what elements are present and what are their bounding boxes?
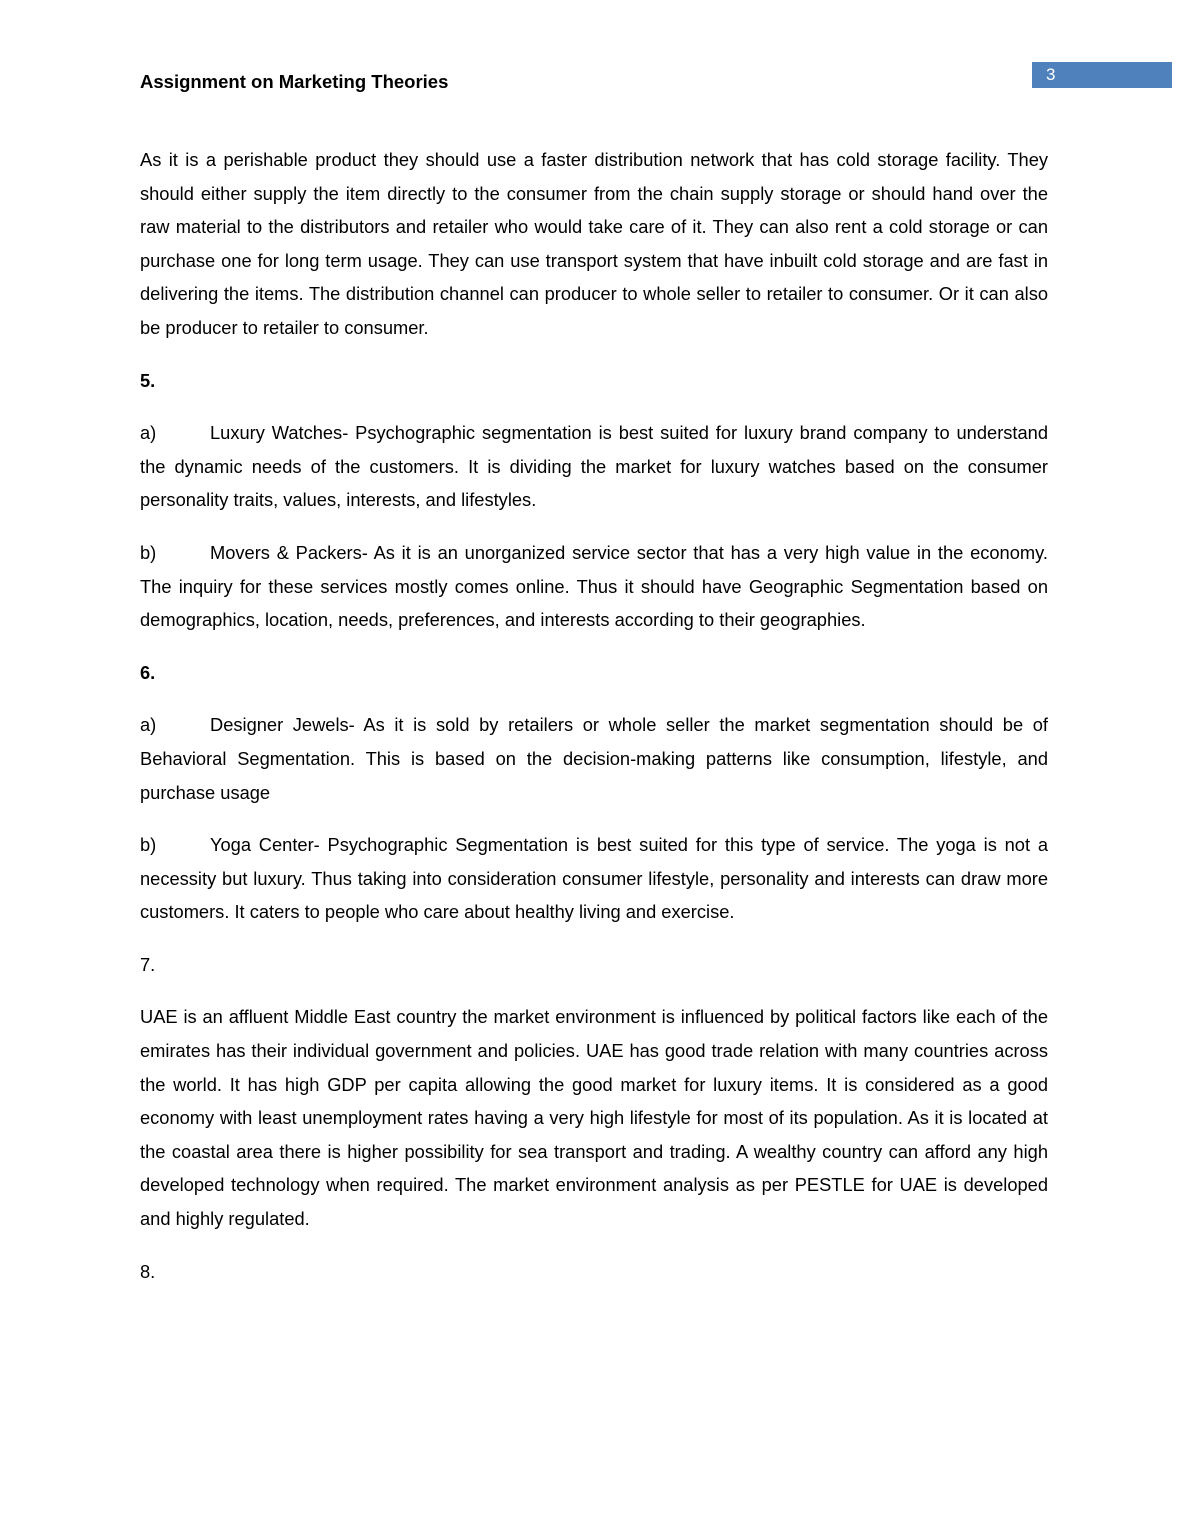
- question-5b-paragraph: [140, 536, 1048, 637]
- question-5a-paragraph: [140, 416, 1048, 517]
- question-7-heading: 7.: [140, 953, 156, 975]
- question-6b-text: Yoga Center- Psychographic Segmentation is best suited for this type of service. The yoga is not a necessity but luxury. Thus taking into consideration consumer lifestyle, personality and interests can draw more customers. It caters to people who care about healthy living and exercise.: [140, 834, 1048, 923]
- question-6-heading: 6.: [140, 661, 156, 683]
- list-marker: a): [140, 714, 157, 736]
- question-5b-text: Movers & Packers- As it is an unorganized service sector that has a very high value in the economy. The inquiry for these services mostly comes online. Thus it should have Geographic Segmentation based on demographics, location, needs, preferences, and interests according to their geographies.: [140, 541, 1048, 631]
- question-7-paragraph: UAE is an affluent Middle East country the market environment is influenced by political factors like each of the emirates has their individual government and policies. UAE has good trade relation with many countries across the world. It has high GDP per capita allowing the good market for luxury items. It is considered as a good economy with least unemployment rates having a very high lifestyle for most of its population. As it is located at the coastal area there is higher possibility for sea transport and trading. A wealthy country can afford any high developed technology when required. The market environment analysis as per PESTLE for UAE is developed and highly regulated.: [140, 1006, 1048, 1230]
- question-6a-text: Designer Jewels- As it is sold by retailers or whole seller the market segmentation should be of Behavioral Segmentation. This is based on the decision-making patterns like consumption, lifestyle, and purchase usage: [140, 714, 1048, 803]
- question-8-heading: 8.: [140, 1260, 156, 1282]
- intro-paragraph: As it is a perishable product they should use a faster distribution network that has cold storage facility. They should either supply the item directly to the consumer from the chain supply storage or should hand over the raw material to the distributors and retailer who would take care of it. They can also rent a cold storage or can purchase one for long term usage. They can use transport system that have inbuilt cold storage and are fast in delivering the items. The distribution channel can producer to whole seller to retailer to consumer. Or it can also be producer to retailer to consumer.: [140, 149, 1048, 338]
- question-6b-paragraph: [140, 828, 1048, 929]
- list-marker: b): [140, 541, 157, 563]
- list-marker: a): [140, 422, 157, 444]
- question-5-heading: 5.: [140, 369, 156, 391]
- question-5a-text: Luxury Watches- Psychographic segmentation is best suited for luxury brand company to understand the dynamic needs of the customers. It is dividing the market for luxury watches based on the consumer personality traits, values, interests, and lifestyles.: [140, 422, 1048, 511]
- list-marker: b): [140, 834, 157, 856]
- page-number-badge: [1032, 62, 1172, 88]
- page-number: 3: [1046, 65, 1056, 84]
- document-body: [140, 143, 1048, 1307]
- question-6a-paragraph: [140, 708, 1048, 809]
- header-title: Assignment on Marketing Theories: [140, 71, 449, 92]
